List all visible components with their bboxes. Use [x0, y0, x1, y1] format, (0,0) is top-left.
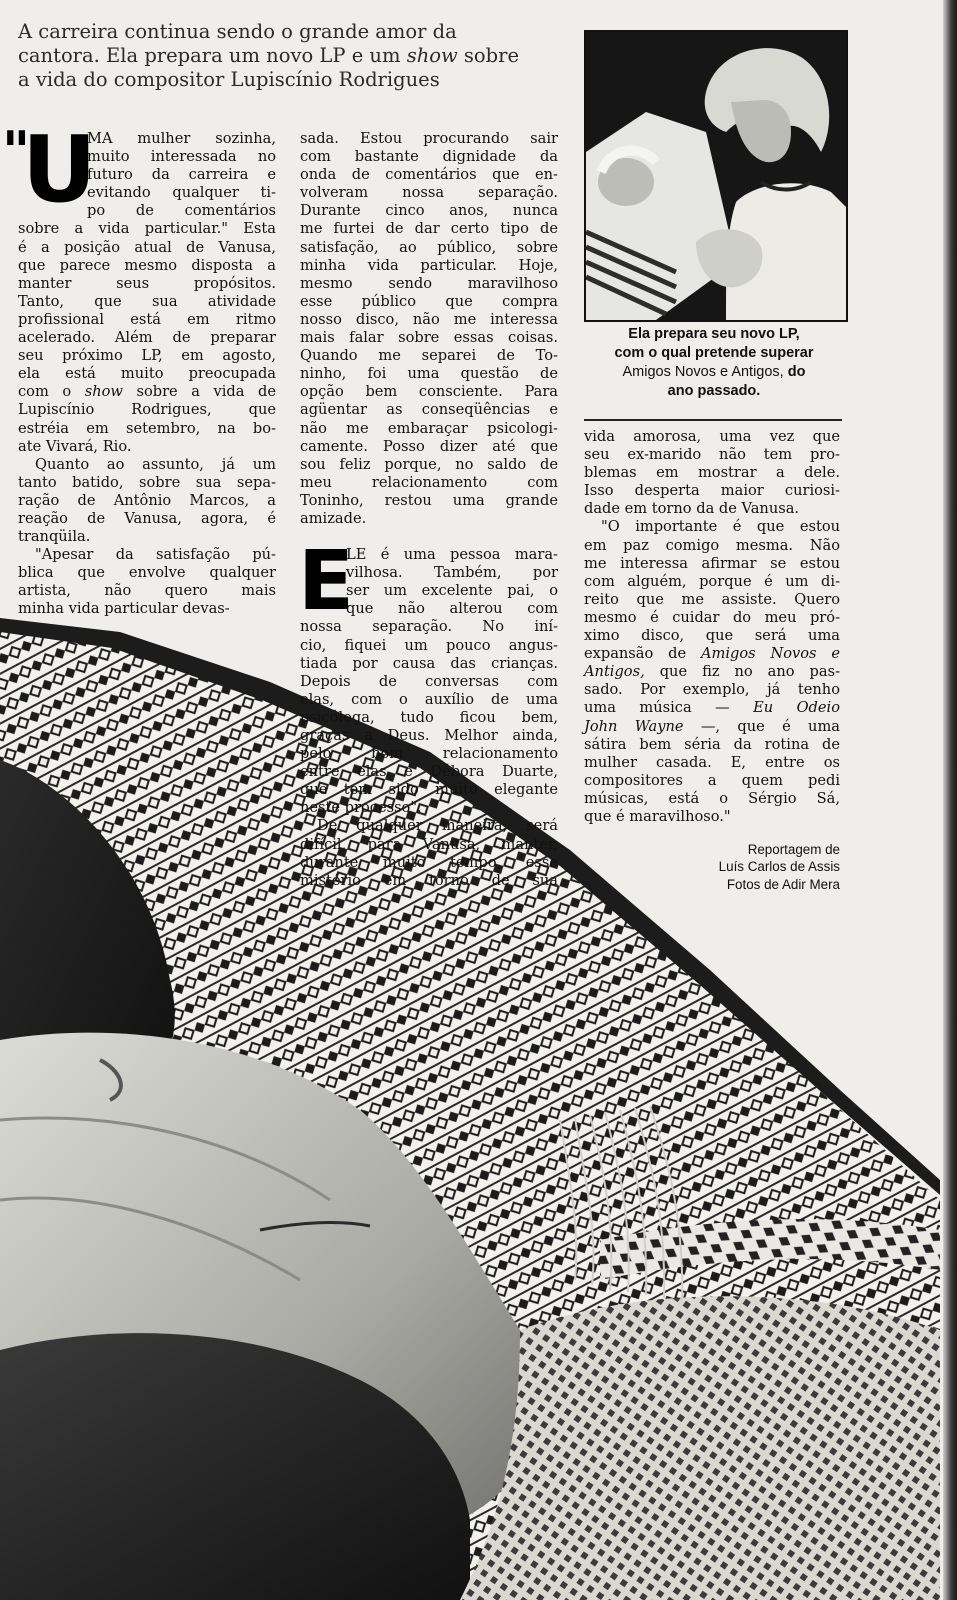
- article-text-line: sobre a vida particular." Esta: [18, 220, 276, 238]
- article-text-line: onda de comentários que en-: [300, 166, 558, 184]
- article-text-line: elas, com o auxílio de uma: [300, 690, 558, 708]
- headline-italic: show: [406, 44, 458, 67]
- article-text-line: futuro da carreira e: [87, 166, 276, 184]
- headline-text: sobre: [463, 44, 519, 67]
- caption-text: Amigos Novos e Antigos,: [622, 364, 784, 380]
- article-text-line: ximo disco, que será uma: [584, 627, 840, 645]
- article-text-line: que é maravilhoso.": [584, 807, 731, 825]
- credit-line: Luís Carlos de Assis: [718, 859, 840, 875]
- article-text-line: Quando me separei de To-: [300, 347, 558, 365]
- article-text-line: graças a Deus. Melhor ainda,: [300, 727, 558, 744]
- article-text-line: compositores a quem pedi: [584, 771, 840, 789]
- article-text-line: uma música — Eu Odeio: [584, 699, 840, 717]
- article-text-line: me interessa afirmar se estou: [584, 554, 840, 572]
- article-text-line: que tem sido muito elegante: [300, 781, 558, 799]
- caption-divider: [584, 419, 842, 421]
- italic-text: Antigos,: [584, 663, 645, 681]
- article-text-line: camente. Posso dizer até que: [300, 437, 558, 455]
- headline-line: [18, 44, 578, 68]
- article-text-line: dade em torno da de Vanusa.: [584, 500, 800, 518]
- article-text-line: ninho, foi uma questão de: [300, 365, 558, 383]
- article-text-line: em paz comigo mesma. Não: [584, 536, 840, 554]
- caption-line: Ela prepara seu novo LP,: [628, 326, 800, 342]
- article-column-3: [584, 428, 840, 826]
- article-text-line: entre elas e Débora Duarte,: [300, 763, 558, 781]
- article-text-line: reito que me assiste. Quero: [584, 590, 840, 608]
- article-text-line: seu ex-marido não tem pro-: [584, 446, 840, 464]
- article-text-line: John Wayne —, que é uma: [584, 717, 840, 735]
- article-text-line: com o show sobre a vida de: [18, 383, 276, 401]
- page-edge-shadow: [943, 0, 957, 1600]
- photo-image: [586, 32, 846, 320]
- article-text-line: músicas, está o Sérgio Sá,: [584, 789, 840, 807]
- article-text-line: pelo bom relacionamento: [300, 745, 558, 763]
- photo-caption: [584, 325, 844, 401]
- vanusa-photo: [584, 30, 848, 322]
- caption-line: ano passado.: [667, 383, 761, 399]
- article-text-line: volveram nossa separação.: [300, 184, 558, 202]
- article-text-line: tranqüila.: [18, 528, 91, 546]
- article-text-line: tiada por causa das crianças.: [300, 654, 558, 672]
- article-text-line: Toninho, restou uma grande: [300, 491, 558, 509]
- article-text-line: muito interessada no: [87, 148, 276, 166]
- article-text-line: é a posição atual de Vanusa,: [18, 238, 276, 256]
- opening-quote-mark: ": [2, 119, 31, 183]
- article-text-line: Tanto, que sua atividade: [18, 292, 276, 310]
- article-text-line: sada. Estou procurando sair: [300, 130, 558, 147]
- article-text-line: sátira bem séria da rotina de: [584, 735, 840, 753]
- article-text-line: mesmo sendo maravilhoso: [300, 274, 558, 292]
- article-text-line: vida amorosa, uma vez que: [584, 428, 840, 445]
- article-text-line: meu relacionamento com: [300, 473, 558, 491]
- article-text-line: mistério em torno de sua: [300, 871, 558, 889]
- article-headline: [18, 20, 578, 92]
- article-text-line: MA mulher sozinha,: [87, 130, 276, 147]
- article-text-line: me furtei de dar certo tipo de: [300, 220, 558, 238]
- article-text-line: "O importante é que estou: [601, 518, 840, 536]
- italic-text: Eu Odeio: [753, 699, 840, 717]
- headline-line: A carreira continua sendo o grande amor da: [18, 20, 457, 43]
- article-text-line: Lupiscínio Rodrigues, que: [18, 401, 276, 419]
- article-text-line: durante muito tempo, esse: [300, 853, 558, 871]
- headline-text: cantora. Ela prepara um novo LP e um: [18, 44, 401, 67]
- article-text-line: amizade.: [300, 509, 367, 527]
- article-text-line: mesmo é cuidar do meu pró-: [584, 608, 840, 626]
- article-text-line: ate Vivará, Rio.: [18, 437, 132, 455]
- caption-bold-text: do: [787, 364, 806, 380]
- article-text-line: sou feliz porque, no saldo de: [300, 455, 558, 473]
- headline-line: a vida do compositor Lupiscínio Rodrigues: [18, 68, 440, 91]
- article-text-line: mais falar sobre essas coisas.: [300, 329, 558, 347]
- article-text-line: evitando qualquer ti-: [87, 184, 276, 202]
- article-text-line: Durante cinco anos, nunca: [300, 202, 558, 220]
- article-text-line: esse público que compra: [300, 292, 558, 310]
- article-text-line: blemas em mostrar a dele.: [584, 464, 840, 482]
- article-text-line: que parece mesmo disposta a: [18, 256, 276, 274]
- article-text-line: estréia em setembro, na bo-: [18, 419, 276, 437]
- dropcap-e: E: [298, 534, 355, 629]
- article-text-line: ração de Antônio Marcos, a: [18, 491, 276, 509]
- article-text-line: Isso desperta maior curiosi-: [584, 482, 840, 500]
- caption-line: [584, 363, 844, 382]
- article-text-line: satisfação, ao público, sobre: [300, 238, 558, 256]
- italic-text: show: [84, 383, 123, 401]
- article-text-line: ser um excelente pai, o: [346, 582, 558, 600]
- article-text-line: não me embaraçar psicologi-: [300, 419, 558, 437]
- article-text-line: psicóloga, tudo ficou bem,: [300, 708, 558, 726]
- article-text-line: mulher casada. E, entre os: [584, 753, 840, 771]
- article-text-line: reação de Vanusa, agora, é: [18, 509, 276, 527]
- article-text-line: blica que envolve qualquer: [18, 564, 276, 582]
- article-text-line: manter seus propósitos.: [18, 274, 276, 292]
- article-text-line: expansão de Amigos Novos e: [584, 645, 841, 663]
- article-text-line: minha vida particular. Hoje,: [300, 256, 558, 274]
- article-text-line: "Apesar da satisfação pú-: [35, 546, 276, 564]
- credit-line: Reportagem de: [747, 842, 840, 857]
- article-text-line: agüentar as conseqüências e: [300, 401, 558, 419]
- article-text-line: seu próximo LP, em agosto,: [18, 347, 276, 365]
- article-text-line: Antigos, que fiz no ano pas-: [584, 663, 840, 681]
- article-text-line: difícil, para Vanusa, manter,: [300, 835, 558, 853]
- caption-line: com o qual pretende superar: [614, 345, 814, 361]
- article-text-line: ela está muito preocupada: [18, 365, 276, 383]
- article-text-line: po de comentários: [87, 202, 276, 220]
- dropcap-u: U: [22, 116, 97, 223]
- article-credits: [640, 841, 840, 893]
- article-text-line: Depois de conversas com: [300, 672, 558, 690]
- article-text-line: com alguém, porque é um di-: [584, 572, 840, 590]
- article-text-line: LE é uma pessoa mara-: [346, 546, 558, 564]
- article-text-line: neste processo".: [300, 799, 422, 817]
- italic-text: Amigos Novos e: [700, 645, 841, 663]
- article-text-line: sado. Por exemplo, já tenho: [584, 681, 840, 699]
- article-text-line: tanto batido, sobre sua sepa-: [18, 473, 276, 491]
- article-text-line: vilhosa. Também, por: [346, 564, 558, 582]
- article-text-line: nosso disco, não me interessa: [300, 310, 558, 328]
- article-text-line: minha vida particular devas-: [18, 600, 230, 618]
- article-text-line: que não alterou com: [346, 600, 558, 618]
- article-text-line: artista, não quero mais: [18, 582, 276, 600]
- article-column-2: [300, 130, 558, 890]
- article-text-line: nossa separação. No iní-: [300, 618, 558, 636]
- article-column-1: [18, 116, 276, 619]
- article-text-line: Quanto ao assunto, já um: [35, 455, 276, 473]
- article-text-line: opção bem consciente. Para: [300, 383, 558, 401]
- article-text-line: acelerado. Além de preparar: [18, 329, 276, 347]
- article-text-line: cio, fiquei um pouco angus-: [300, 636, 558, 654]
- credit-line: Fotos de Adir Mera: [726, 876, 840, 892]
- italic-text: John Wayne: [584, 717, 684, 735]
- article-text-line: De qualquer maneira, será: [317, 817, 558, 835]
- article-text-line: profissional está em ritmo: [18, 310, 276, 328]
- article-text-line: com bastante dignidade da: [300, 148, 558, 166]
